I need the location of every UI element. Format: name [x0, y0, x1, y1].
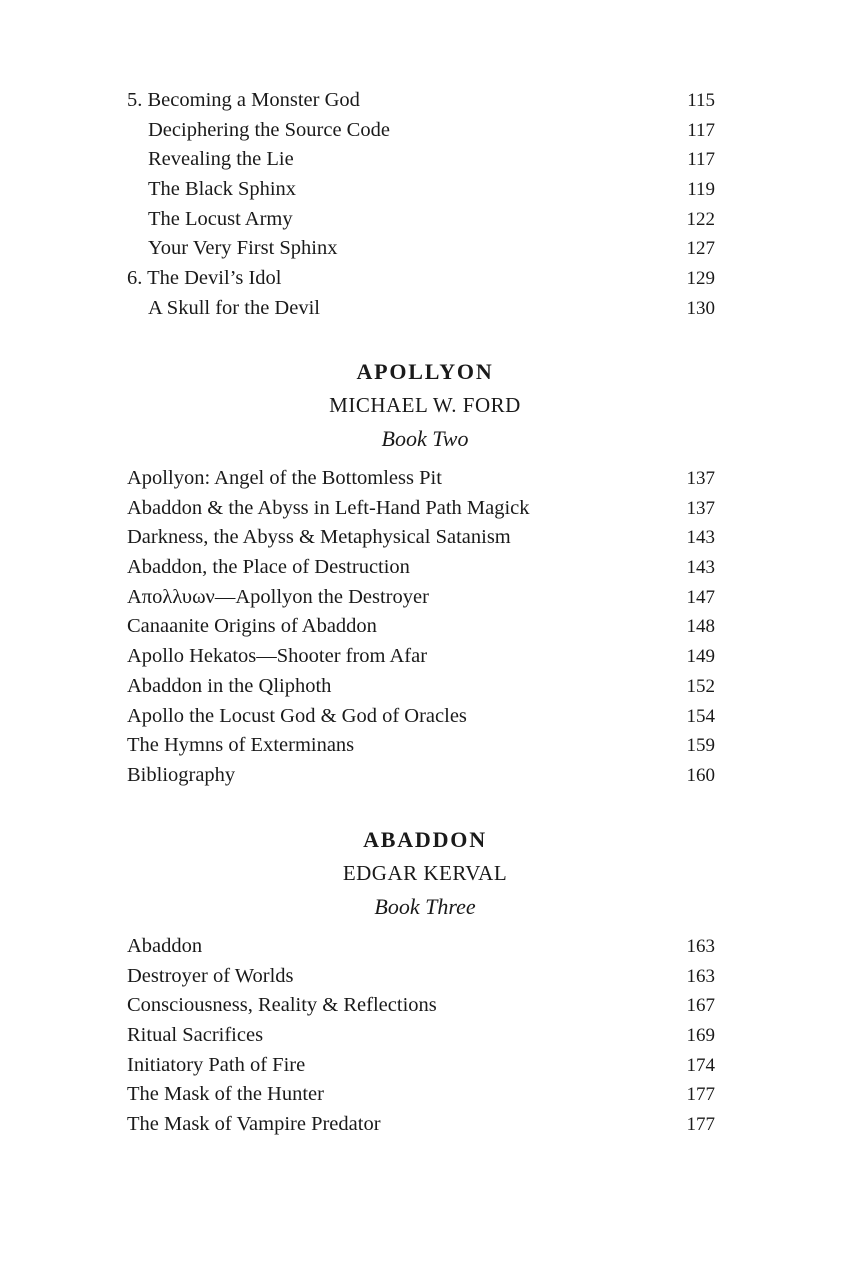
- toc-entry-page-number: 177: [686, 1114, 715, 1136]
- toc-entry-title: Your Very First Sphinx: [148, 237, 338, 260]
- toc-entry-title: Darkness, the Abyss & Metaphysical Satanism: [127, 526, 511, 549]
- toc-entry-page-number: 163: [686, 965, 715, 987]
- toc-entry-title: Abaddon in the Qliphoth: [127, 674, 332, 697]
- toc-entry-page-number: 159: [686, 735, 715, 757]
- toc-entry-page-number: 154: [686, 705, 715, 727]
- toc-entry-page-number: 147: [686, 586, 715, 608]
- toc-entry: [127, 1110, 715, 1140]
- toc-entry-title: Canaanite Origins of Abaddon: [127, 615, 377, 638]
- toc-list-apollyon: [127, 464, 715, 791]
- toc-entry-page-number: 130: [686, 297, 715, 319]
- toc-entry: [127, 642, 715, 672]
- section-heading-apollyon: [0, 356, 850, 456]
- toc-entry-title: Abaddon & the Abyss in Left-Hand Path Magick: [127, 496, 530, 519]
- toc-entry-page-number: 119: [687, 179, 715, 201]
- toc-entry-page-number: 167: [686, 995, 715, 1017]
- toc-entry-title: 6. The Devil’s Idol: [127, 267, 282, 290]
- toc-entry-page-number: 137: [686, 497, 715, 519]
- toc-entry: [127, 553, 715, 583]
- toc-entry-title: Destroyer of Worlds: [127, 964, 294, 987]
- toc-entry-title: Apollo Hekatos—Shooter from Afar: [127, 645, 428, 668]
- toc-entry: [127, 234, 715, 264]
- section-title: APOLLYON: [356, 359, 494, 384]
- toc-entry: [127, 731, 715, 761]
- toc-entry-title: The Black Sphinx: [148, 178, 297, 201]
- toc-entry: [127, 523, 715, 553]
- toc-entry: [127, 612, 715, 642]
- toc-entry: [127, 494, 715, 524]
- toc-entry-page-number: 117: [687, 119, 715, 141]
- toc-entry-page-number: 129: [686, 268, 715, 290]
- toc-entry-title: The Locust Army: [148, 207, 293, 230]
- toc-entry-title: Apollo the Locust God & God of Oracles: [127, 704, 467, 727]
- toc-entry: [127, 1080, 715, 1110]
- toc-entry-page-number: 143: [686, 557, 715, 579]
- toc-entry: [127, 932, 715, 962]
- toc-entry-title: 5. Becoming a Monster God: [127, 89, 360, 111]
- toc-entry-title: A Skull for the Devil: [148, 296, 320, 319]
- toc-entry: [127, 761, 715, 791]
- toc-entry-title: Consciousness, Reality & Reflections: [127, 994, 437, 1017]
- toc-entry-title: The Mask of Vampire Predator: [127, 1113, 381, 1136]
- toc-entry-title: Bibliography: [127, 763, 236, 786]
- toc-entry-page-number: 137: [686, 468, 715, 489]
- toc-entry: [127, 145, 715, 175]
- toc-entry: [127, 175, 715, 205]
- section-author: MICHAEL W. FORD: [329, 393, 521, 417]
- toc-entry-title: The Mask of the Hunter: [127, 1083, 324, 1106]
- toc-list-part-one: [127, 86, 715, 324]
- toc-entry: [127, 991, 715, 1021]
- toc-entry-page-number: 148: [686, 616, 715, 638]
- toc-entry: [127, 962, 715, 992]
- toc-entry-title: Απολλυων—Apollyon the Destroyer: [127, 585, 429, 608]
- section-title: ABADDON: [363, 827, 487, 852]
- toc-entry-title: The Hymns of Exterminans: [127, 734, 355, 757]
- toc-entry-page-number: 163: [686, 936, 715, 957]
- toc-entry-page-number: 160: [686, 764, 715, 786]
- toc-entry: [127, 1021, 715, 1051]
- toc-entry-page-number: 169: [686, 1025, 715, 1047]
- toc-entry-title: Apollyon: Angel of the Bottomless Pit: [127, 467, 442, 489]
- toc-entry: [127, 264, 715, 294]
- toc-entry: [127, 1051, 715, 1081]
- toc-entry-page-number: 127: [686, 238, 715, 260]
- toc-entry-title: Revealing the Lie: [148, 148, 294, 171]
- toc-entry-page-number: 177: [686, 1084, 715, 1106]
- section-author: EDGAR KERVAL: [342, 861, 508, 885]
- toc-entry: [127, 583, 715, 613]
- toc-entry-title: Ritual Sacrifices: [127, 1024, 264, 1047]
- toc-entry: [127, 464, 715, 494]
- toc-entry-page-number: 122: [686, 208, 715, 230]
- toc-entry: [127, 116, 715, 146]
- toc-entry-page-number: 117: [687, 149, 715, 171]
- toc-entry: [127, 702, 715, 732]
- toc-entry-title: Abaddon: [127, 935, 203, 957]
- toc-entry-page-number: 149: [686, 646, 715, 668]
- toc-entry: [127, 205, 715, 235]
- toc-entry: [127, 294, 715, 324]
- toc-entry-title: Deciphering the Source Code: [148, 118, 390, 141]
- toc-list-abaddon: [127, 932, 715, 1140]
- toc-entry-page-number: 143: [686, 527, 715, 549]
- toc-entry-title: Initiatory Path of Fire: [127, 1053, 306, 1076]
- section-book-label: Book Three: [374, 894, 476, 919]
- toc-entry: [127, 672, 715, 702]
- toc-entry: [127, 86, 715, 116]
- section-book-label: Book Two: [381, 426, 469, 451]
- toc-entry-title: Abaddon, the Place of Destruction: [127, 556, 410, 579]
- section-heading-abaddon: [0, 824, 850, 924]
- toc-entry-page-number: 152: [686, 675, 715, 697]
- toc-entry-page-number: 174: [686, 1054, 715, 1076]
- toc-entry-page-number: 115: [687, 90, 715, 111]
